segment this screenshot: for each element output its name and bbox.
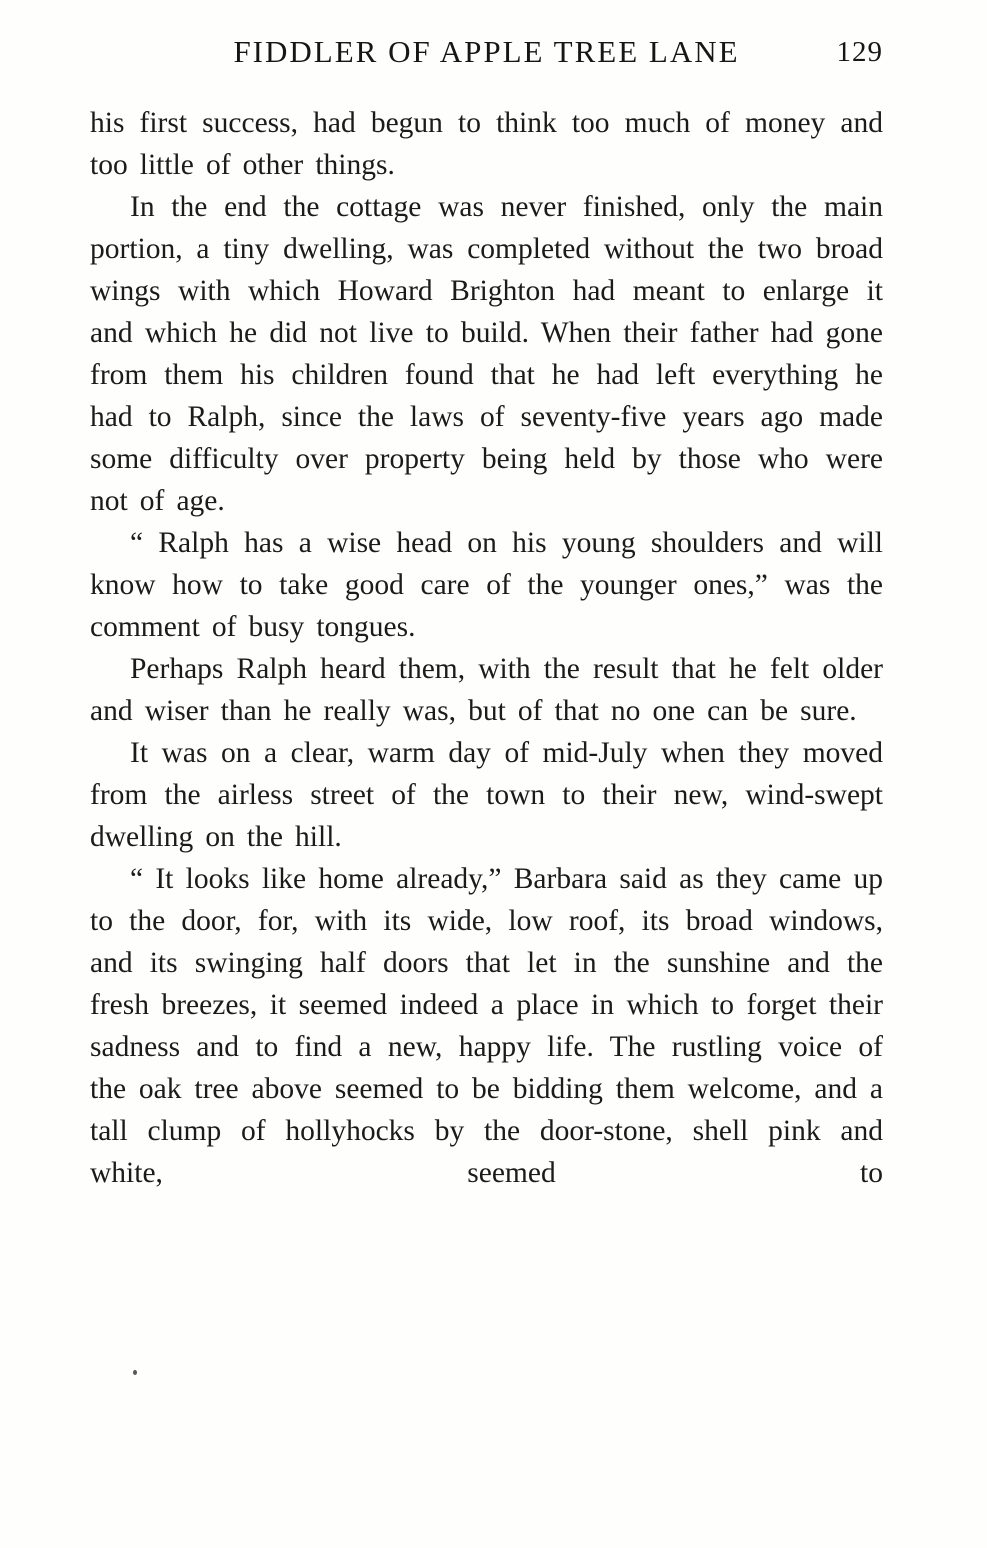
paragraph-continuation: his first success, had begun to think too much of money and too little of other things. — [90, 107, 883, 181]
paragraph: In the end the cottage was never finished, only the main portion, a tiny dwelling, was completed without the two broad wings with which Howard Brighton had meant to enlarge it and which he did not live to build. When their father had gone from them his children found that he had left everything he had to Ralph, since the laws of seventy-five years ago made some difficulty over property being held by those who were not of age. — [90, 191, 883, 517]
paragraph: Perhaps Ralph heard them, with the result that he felt older and wiser than he really was, but of that no one can be sure. — [90, 653, 883, 727]
scan-speck-icon — [133, 1370, 137, 1375]
paragraph-quote: “ It looks like home already,” Barbara said as they came up to the door, for, with its wide, low roof, its broad windows, and its swinging half doors that let in the sunshine and the fresh breezes, it seemed indeed a place in which to forget their sadness and to find a new, happy life. The rustling voice of the oak tree above seemed to be bidding them welcome, and a tall clump of hollyhocks by the door-stone, shell pink and white, seemed to — [90, 863, 883, 1189]
paragraph-quote: “ Ralph has a wise head on his young shoulders and will know how to take good care of the younger ones,” was the comment of busy tongues. — [90, 527, 883, 643]
body-text — [90, 102, 883, 1194]
chapter-title: FIDDLER OF APPLE TREE LANE — [233, 34, 740, 69]
page-number: 129 — [836, 36, 883, 68]
paragraph: It was on a clear, warm day of mid-July when they moved from the airless street of the town to their new, wind-swept dwelling on the hill. — [90, 737, 883, 853]
running-head — [90, 34, 883, 78]
